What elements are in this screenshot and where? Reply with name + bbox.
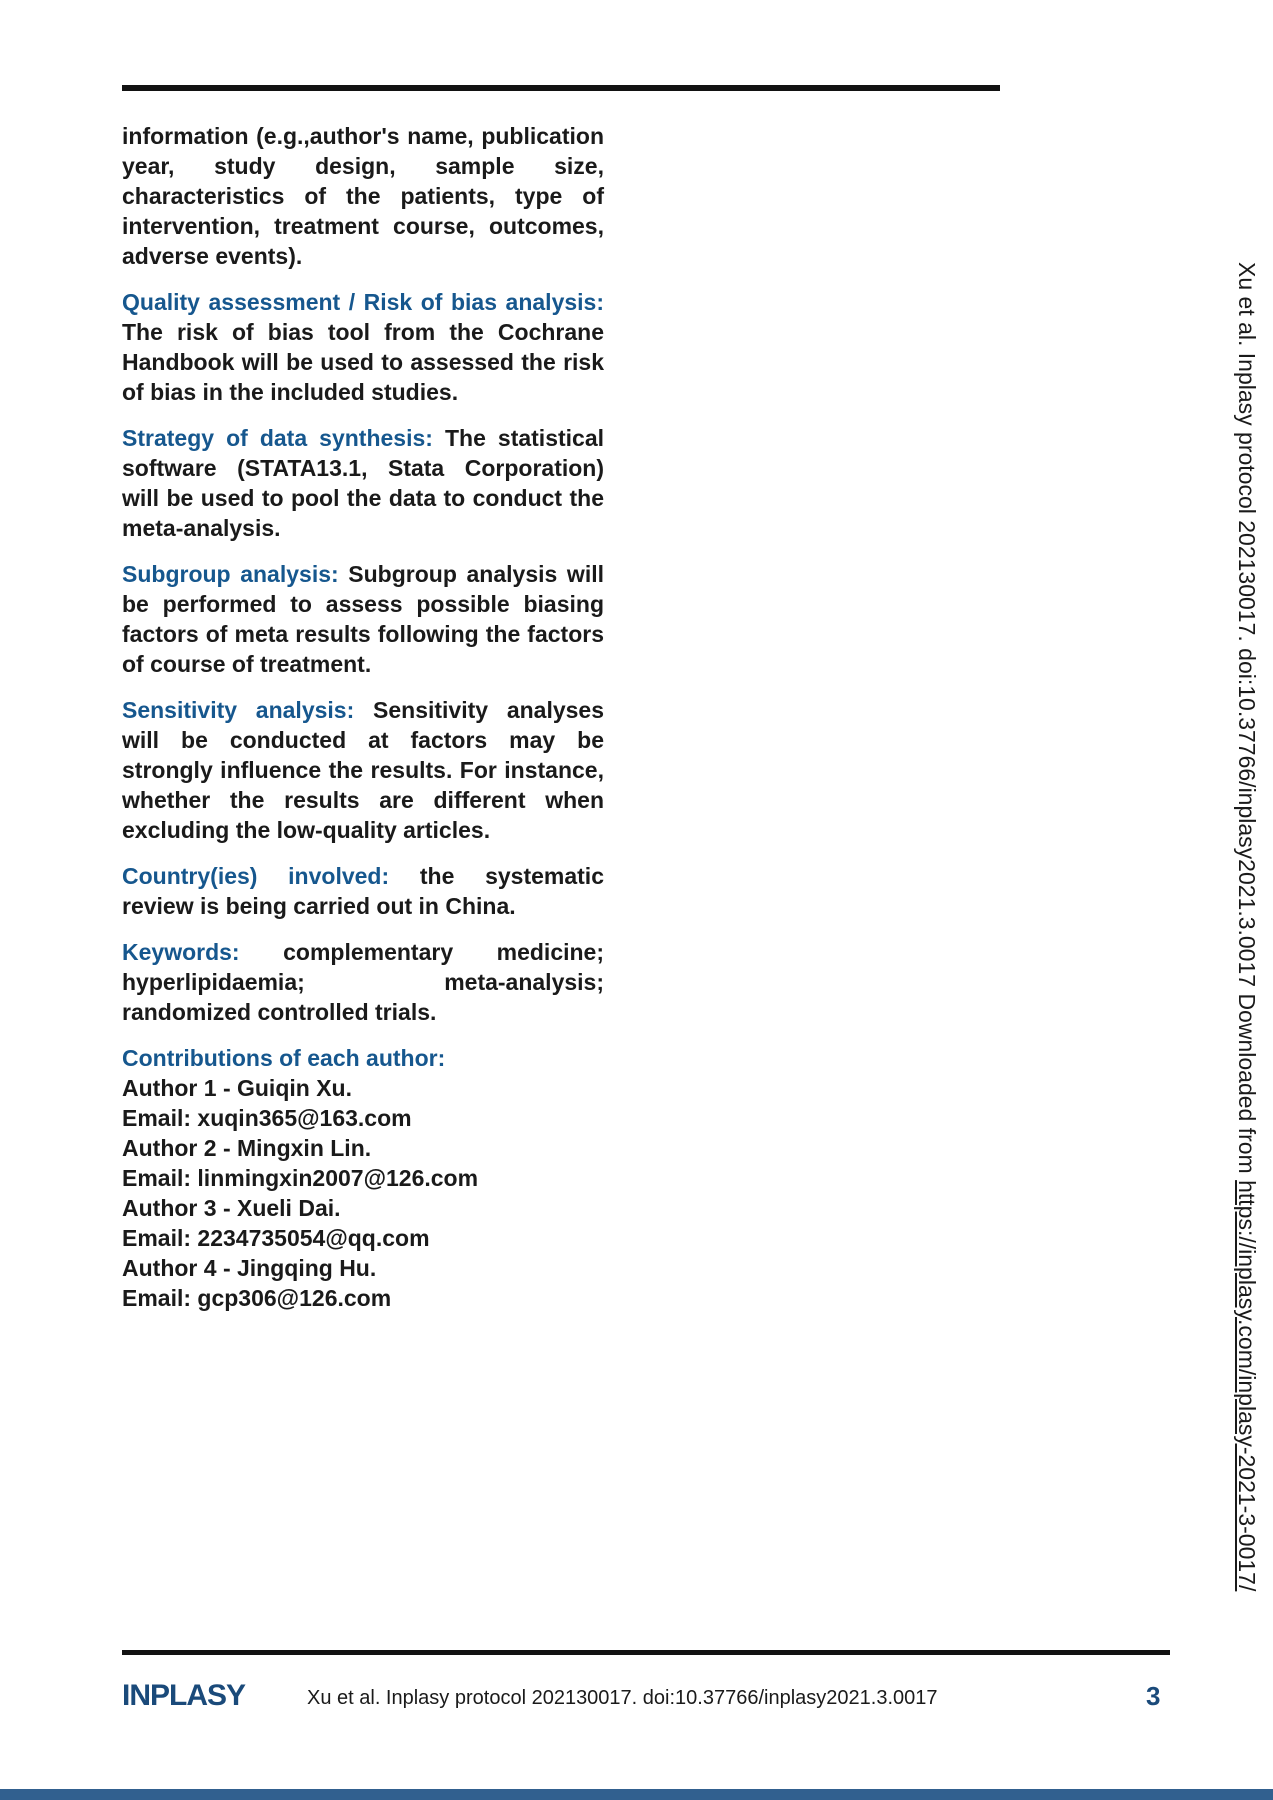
- bottom-accent-bar: [0, 1789, 1273, 1800]
- paragraph-heading: Sensitivity analysis:: [122, 697, 374, 723]
- paragraph-text: The statistical software (STATA13.1, Stata Corporation) will be used to pool the data to conduct the meta-analysis.: [122, 425, 605, 541]
- paragraph-sensitivity-analysis: [122, 695, 604, 845]
- paragraph-heading: Strategy of data synthesis:: [122, 425, 445, 451]
- sidebar-citation-vertical: [1235, 262, 1259, 1591]
- author-line: Author 4 - Jingqing Hu.: [122, 1255, 377, 1281]
- author-email-line: Email: linmingxin2007@126.com: [122, 1165, 479, 1191]
- inplasy-logo: INPLASY: [122, 1679, 246, 1712]
- paragraph-heading: Quality assessment / Risk of bias analysis:: [122, 289, 604, 315]
- sidebar-citation-text: Xu et al. Inplasy protocol 202130017. doi:10.37766/inplasy2021.3.0017 Downloaded from: [1234, 262, 1260, 1181]
- author-email-line: Email: xuqin365@163.com: [122, 1105, 412, 1131]
- article-body: [122, 121, 604, 1329]
- paragraph-text: Subgroup analysis will be performed to assess possible biasing factors of meta results following the factors of course of treatment.: [122, 561, 604, 677]
- paragraph-text: The risk of bias tool from the Cochrane Handbook will be used to assessed the risk of bias in the included studies.: [122, 319, 604, 405]
- footer-citation: Xu et al. Inplasy protocol 202130017. doi:10.37766/inplasy2021.3.0017: [307, 1687, 938, 1709]
- paragraph-text: the systematic review is being carried out in China.: [122, 863, 604, 919]
- paragraph-country-involved: [122, 861, 604, 921]
- paragraph-quality-assessment: [122, 287, 604, 407]
- paragraph-text: Sensitivity analyses will be conducted at factors may be strongly influence the results. For instance, whether the results are different when excluding the low-quality articles.: [122, 697, 605, 843]
- author-email-line: Email: 2234735054@qq.com: [122, 1225, 430, 1251]
- paragraph-keywords: [122, 937, 604, 1027]
- author-line: Author 1 - Guiqin Xu.: [122, 1075, 352, 1101]
- paragraph-subgroup-analysis: [122, 559, 604, 679]
- paragraph-heading: Country(ies) involved:: [122, 863, 420, 889]
- paragraph-heading: Keywords:: [122, 939, 284, 965]
- paragraph-text: information (e.g.,author's name, publication year, study design, sample size, characteristics of the patients, type of intervention, treatment course, outcomes, adverse events).: [122, 123, 604, 269]
- author-line: Author 3 - Xueli Dai.: [122, 1195, 341, 1221]
- paragraph-heading: Subgroup analysis:: [122, 561, 349, 587]
- author-line: Author 2 - Mingxin Lin.: [122, 1135, 372, 1161]
- paragraph-text: complementary medicine; hyperlipidaemia; meta-analysis; randomized controlled trials.: [122, 939, 604, 1025]
- paragraph-data-collection: [122, 121, 604, 271]
- contributions-heading: Contributions of each author:: [122, 1045, 446, 1071]
- contributions-section: [122, 1043, 604, 1313]
- author-email-line: Email: gcp306@126.com: [122, 1285, 392, 1311]
- sidebar-citation-link[interactable]: https://inplasy.com/inplasy-2021-3-0017/: [1234, 1180, 1260, 1592]
- page-number: 3: [1146, 1681, 1161, 1711]
- top-rule: [122, 85, 1000, 91]
- paragraph-strategy-data-synthesis: [122, 423, 604, 543]
- footer-rule: [122, 1650, 1170, 1655]
